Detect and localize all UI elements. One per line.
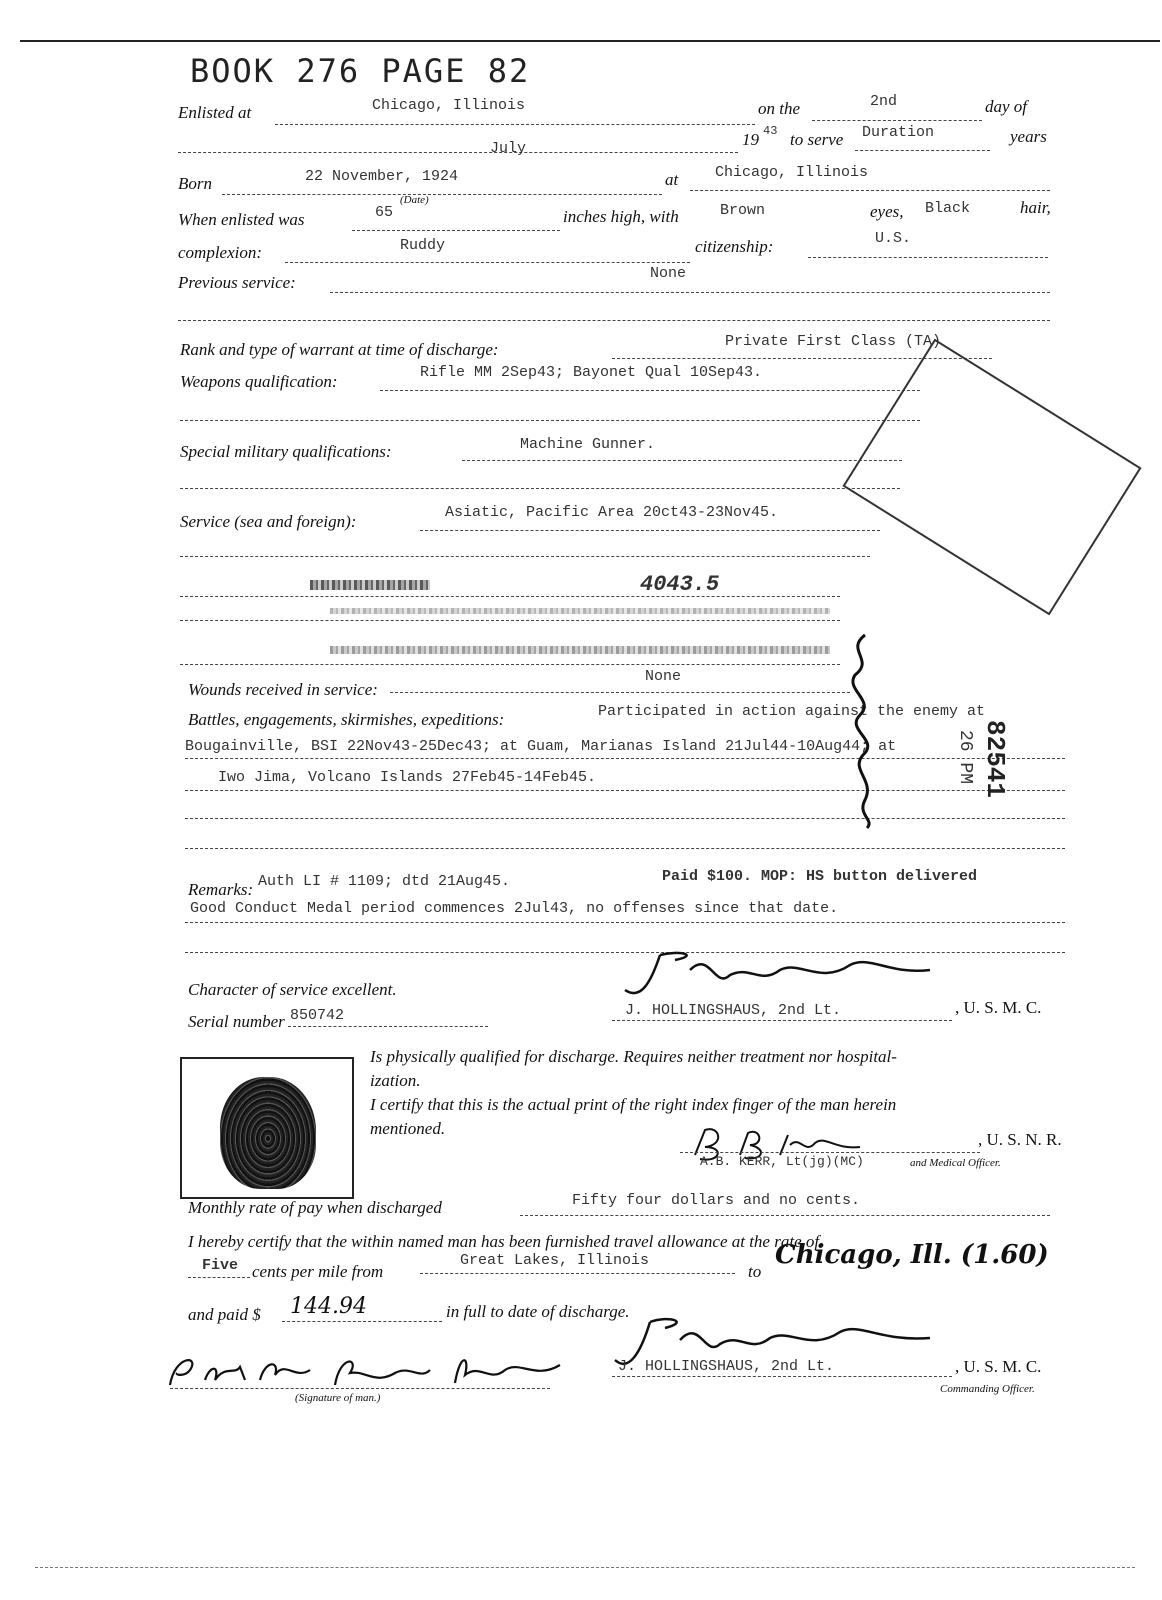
on-the-label: on the (758, 99, 801, 118)
remarks-label: Remarks: (188, 880, 254, 899)
enlisted-month: July (490, 140, 527, 157)
rule (420, 530, 880, 531)
remarks-line-2: Paid $100. MOP: HS button delivered (662, 868, 978, 885)
recorder-signature (835, 630, 895, 830)
previous-service: None (650, 265, 687, 282)
redaction-mark (310, 580, 430, 590)
usnr-label: , U. S. N. R. (978, 1130, 1062, 1149)
enlisted-day: 2nd (870, 93, 898, 110)
officer-signature-1 (620, 945, 940, 1005)
battles-line-3: Iwo Jima, Volcano Islands 27Feb45-14Feb45. (218, 769, 597, 786)
weapons-label: Weapons qualification: (180, 372, 338, 391)
and-paid-label: and paid $ (188, 1305, 261, 1324)
rule (180, 488, 900, 489)
citizenship: U.S. (875, 230, 912, 247)
physical-line-2: ization. (370, 1071, 421, 1090)
rule (520, 1215, 1050, 1216)
height: 65 (375, 204, 394, 221)
stamp-time: 26 PM (955, 730, 975, 785)
rule (170, 1388, 550, 1389)
physical-line-4: mentioned. (370, 1119, 446, 1138)
physical-line-3: I certify that this is the actual print of the right index finger of the man herein (370, 1095, 897, 1114)
rule (185, 758, 1065, 759)
battles-label: Battles, engagements, skirmishes, expeditions: (188, 710, 505, 729)
paid-amount: 144.94 (290, 1294, 367, 1319)
rule (680, 1152, 980, 1153)
rule (188, 1277, 250, 1278)
approval-stamp (842, 339, 1141, 616)
rule (288, 1026, 488, 1027)
birth-place: Chicago, Illinois (715, 164, 869, 181)
battles-line-2: Bougainville, BSI 22Nov43-25Dec43; at Guam, Marianas Island 21Jul44-10Aug44; at (185, 738, 897, 755)
to-place: Chicago, Ill. (1.60) (775, 1240, 1049, 1270)
rule (282, 1321, 442, 1322)
rank: Private First Class (TA) (725, 333, 942, 350)
partial-number: 4043.5 (640, 572, 720, 597)
remarks-line-3: Good Conduct Medal period commences 2Jul43, no offenses since that date. (190, 900, 839, 917)
service-sea: Asiatic, Pacific Area 20ct43-23Nov45. (445, 504, 779, 521)
complexion: Ruddy (400, 237, 446, 254)
hair: Black (925, 200, 971, 217)
at-label: at (665, 170, 679, 189)
book-page-header: BOOK 276 PAGE 82 (190, 52, 531, 90)
enlisted-place: Chicago, Illinois (372, 97, 526, 114)
previous-service-label: Previous service: (178, 273, 296, 292)
rule (185, 922, 1065, 923)
birth-date: 22 November, 1924 (305, 168, 459, 185)
character-label: Character of service excellent. (188, 980, 397, 999)
medical-officer-label: and Medical Officer. (910, 1157, 1001, 1169)
eyes: Brown (720, 202, 766, 219)
day-of-label: day of (985, 97, 1028, 116)
when-enlisted-label: When enlisted was (178, 210, 305, 229)
rule (612, 1020, 952, 1021)
wounds: None (645, 668, 682, 685)
enlisted-year: 43 (763, 124, 778, 138)
rule (185, 790, 1065, 791)
wounds-label: Wounds received in service: (188, 680, 378, 699)
weapons: Rifle MM 2Sep43; Bayonet Qual 10Sep43. (420, 364, 763, 381)
fingerprint-image (220, 1077, 316, 1189)
rule (390, 692, 850, 693)
service-sea-label: Service (sea and foreign): (180, 512, 357, 531)
rule (275, 124, 755, 125)
battles-line-1: Participated in action against the enemy at (598, 703, 986, 720)
rule (808, 257, 1048, 258)
bottom-border (35, 1567, 1135, 1568)
serial-number: 850742 (290, 1007, 345, 1024)
usmc-label: , U. S. M. C. (955, 998, 1042, 1017)
stamp-number: 82541 (980, 720, 1010, 799)
eyes-label: eyes, (870, 202, 904, 221)
rule (690, 190, 1050, 191)
serial-label: Serial number (188, 1012, 285, 1031)
monthly-rate: Fifty four dollars and no cents. (572, 1192, 861, 1209)
rule (330, 292, 1050, 293)
rule (812, 120, 982, 121)
term: Duration (862, 124, 935, 141)
rule (180, 556, 870, 557)
rule (178, 152, 738, 153)
born-label: Born (178, 174, 212, 193)
rule (352, 230, 560, 231)
rate: Five (202, 1257, 239, 1274)
commander-name: J. HOLLINGSHAUS, 2nd Lt. (618, 1358, 835, 1375)
hair-label: hair, (1020, 198, 1051, 217)
rule (462, 460, 902, 461)
to-label: to (748, 1262, 762, 1281)
top-border (20, 40, 1160, 42)
rule (180, 620, 840, 621)
rule (855, 150, 990, 151)
rule (180, 664, 840, 665)
citizenship-label: citizenship: (695, 237, 774, 256)
to-serve-label: to serve (790, 130, 844, 149)
rule (420, 1273, 735, 1274)
year-label: 19 (742, 130, 759, 149)
rule (178, 320, 1050, 321)
officer-name: J. HOLLINGSHAUS, 2nd Lt. (625, 1002, 842, 1019)
rule (612, 1376, 952, 1377)
remarks-line-1: Auth LI # 1109; dtd 21Aug45. (258, 873, 511, 890)
rule (285, 262, 690, 263)
fingerprint-box (180, 1057, 354, 1199)
rule (185, 818, 1065, 819)
enlisted-at-label: Enlisted at (178, 103, 252, 122)
from-place: Great Lakes, Illinois (460, 1252, 650, 1269)
special-label: Special military qualifications: (180, 442, 392, 461)
rule (180, 420, 920, 421)
years-label: years (1010, 127, 1047, 146)
rule (180, 596, 840, 597)
redaction-mark (330, 608, 830, 614)
rule (380, 390, 920, 391)
special: Machine Gunner. (520, 436, 656, 453)
commanding-officer-label: Commanding Officer. (940, 1383, 1035, 1395)
signature-of-man-label: (Signature of man.) (295, 1392, 381, 1404)
redaction-mark (330, 646, 830, 654)
rule (185, 848, 1065, 849)
cents-per-mile-label: cents per mile from (252, 1262, 384, 1281)
physical-line-1: Is physically qualified for discharge. Requires neither treatment nor hospital- (370, 1047, 897, 1066)
monthly-rate-label: Monthly rate of pay when discharged (188, 1198, 442, 1217)
commander-usmc-label: , U. S. M. C. (955, 1357, 1042, 1376)
medical-officer-name: A.B. KERR, Lt(jg)(MC) (700, 1154, 864, 1169)
rule (222, 194, 662, 195)
travel-certify-label: I hereby certify that the within named man has been furnished travel allowance at the rate of (188, 1232, 820, 1251)
inches-high-label: inches high, with (563, 207, 679, 226)
complexion-label: complexion: (178, 243, 263, 262)
in-full-label: in full to date of discharge. (446, 1302, 630, 1321)
rank-label: Rank and type of warrant at time of discharge: (180, 340, 499, 359)
date-sublabel: (Date) (400, 194, 429, 206)
